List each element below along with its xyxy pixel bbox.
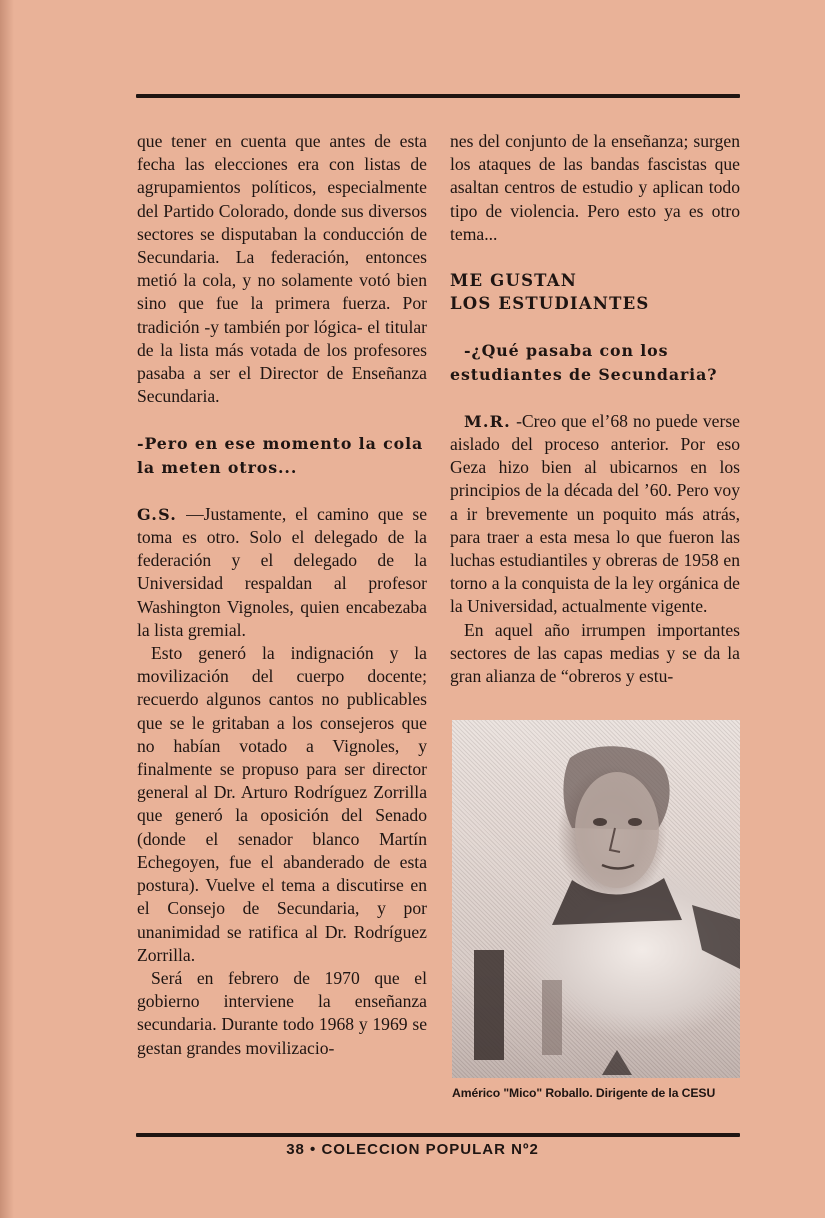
left-paragraph-4: Será en febrero de 1970 que el gobierno interviene la enseñanza secundaria. Durante todo 1968 y 1969 se gestan grandes movilizacio- <box>137 967 427 1058</box>
right-paragraph-1: nes del conjunto de la enseñanza; surgen los ataques de las bandas fascistas que asaltan centros de estudio y aplican todo tipo de violencia. Pero esto ya es otro tema... <box>450 131 740 244</box>
speaker-initials-gs: G.S. <box>137 504 178 524</box>
right-column <box>450 130 740 688</box>
right-question: -¿Qué pasaba con los estudiantes de Secundaria? <box>450 341 718 384</box>
section-title-line-2: LOS ESTUDIANTES <box>450 294 650 314</box>
left-column <box>137 130 427 1060</box>
speaker-initials-mr: M.R. <box>464 411 511 431</box>
top-rule <box>136 94 740 98</box>
left-paragraph-3: Esto generó la indignación y la movilización del cuerpo docente; recuerdo algunos cantos no publicables que se le gritaban a los consejeros que no habían votado a Vignoles, y finalmente se propuso para ser director general al Dr. Arturo Rodríguez Zorrilla que generó la oposición del Senado (donde el senador blanco Martín Echegoyen, fue el abanderado de esta postura). Vuelve el tema a discutirse en el Consejo de Secundaria, y por unanimidad se ratifica al Dr. Rodríguez Zorrilla. <box>137 643 427 965</box>
section-title-line-1: ME GUSTAN <box>450 271 578 291</box>
left-question: -Pero en ese momento la cola la meten otros... <box>137 434 424 477</box>
left-paragraph-2-text: —Justamente, el camino que se toma es otro. Solo el delegado de la federación y el delegado de la Universidad respaldan al profesor Washington Vignoles, quien encabezaba la lista gremial. <box>137 503 427 640</box>
right-paragraph-2-text: -Creo que el’68 no puede verse aislado del proceso anterior. Por eso Geza hizo bien al ubicarnos en los principios de la década del ’60. Pero voy a ir brevemente un poquito más atrás, para traer a esta mesa lo que fueron las luchas estudiantiles y obreras de 1958 en torno a la conquista de la ley orgánica de la Universidad, actualmente vigente. <box>450 410 740 617</box>
right-paragraph-3: En aquel año irrumpen importantes sectores de las capas medias y se da la gran alianza de “obreros y estu- <box>450 619 740 687</box>
left-paragraph-1: que tener en cuenta que antes de esta fecha las elecciones era con listas de agrupamientos políticos, especialmente del Partido Colorado, donde sus diversos sectores se disputaban la conducción de Secundaria. La federación, entonces metió la cola, y no solamente votó bien sino que fue la primera fuerza. Por tradición -y también por lógica- el titular de la lista más votada de los profesores pasaba a ser el Director de Enseñanza Secundaria. <box>137 131 427 407</box>
page-footer: 38 • COLECCION POPULAR Nº2 <box>286 1141 539 1158</box>
right-paragraph-2 <box>450 410 740 619</box>
page-edge-shadow <box>0 0 14 1218</box>
photo-caption: Américo "Mico" Roballo. Dirigente de la CESU <box>452 1086 716 1100</box>
portrait-photo <box>452 720 740 1078</box>
bottom-rule <box>136 1133 740 1137</box>
portrait-photo-drawing <box>452 720 740 1078</box>
left-paragraph-2 <box>137 503 427 642</box>
